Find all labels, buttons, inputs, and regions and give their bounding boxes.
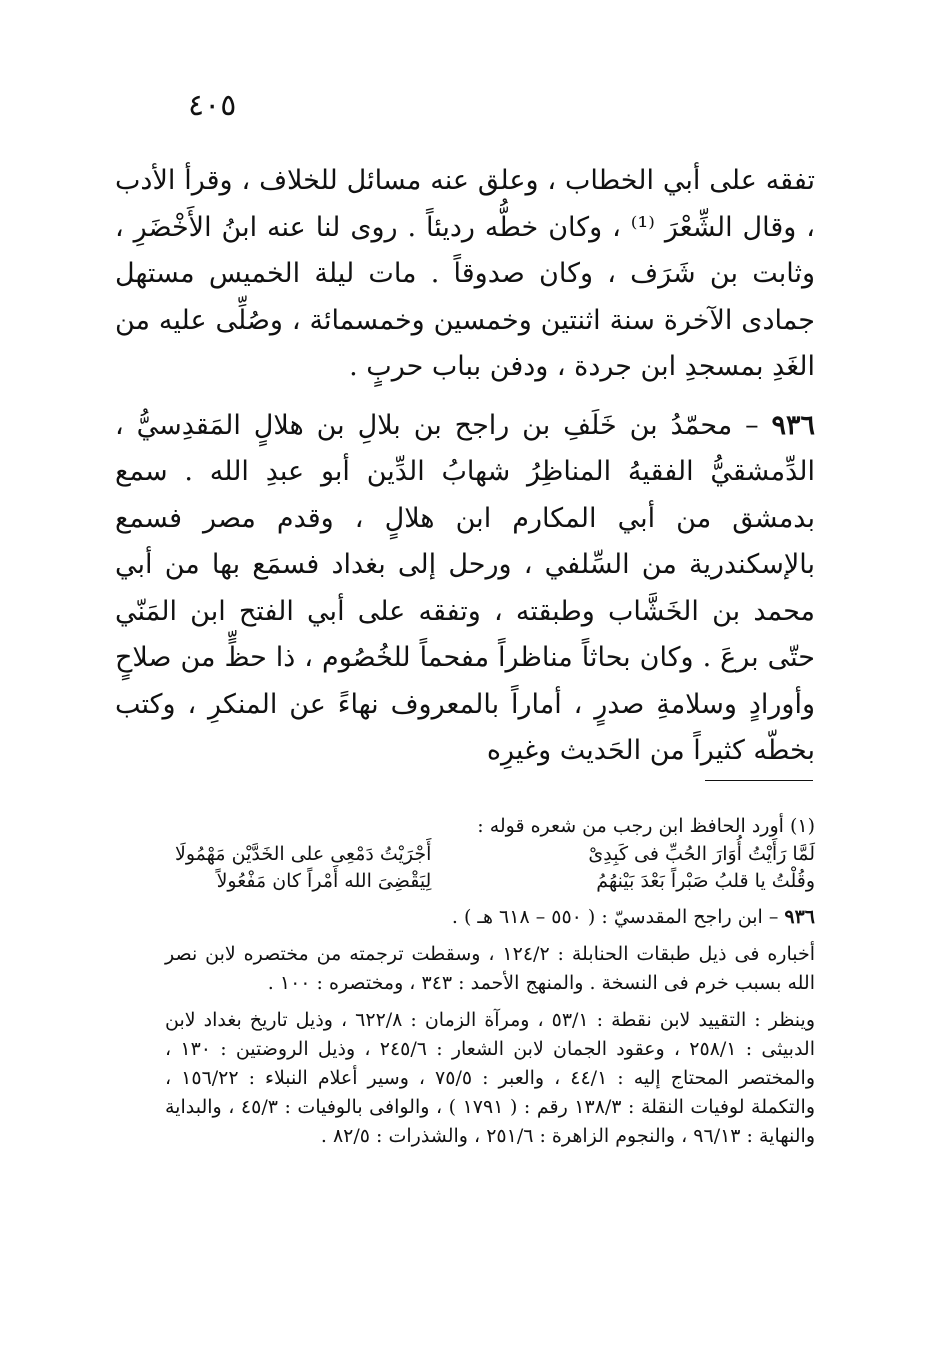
verse-1-second: أَجْرَيْتُ دَمْعِى على الخَدَّيْن مَهْمُولَا: [175, 843, 432, 865]
verse-1-first: لَمَّا رَأَيْتُ أُوَارَ الحُبِّ فى كَبِدِىْ: [588, 843, 815, 865]
footnote-entry-title: – ابن راجح المقدسيّ : ( ٥٥٠ – ٦١٨ هـ ) .: [451, 906, 785, 928]
footnote-sources-2: وينظر : التقييد لابن نقطة : ٥٣/١ ، ومرآة الزمان : ٦٢٢/٨ ، وذيل تاريخ بغداد لابن الدبيثى : ٢٥٨/١ ، وعقود الجمان لابن الشعار : ٢٤٥/٦ ، وذيل الروضتين : ١٣٠ ، والمختصر المحتاج إليه : ٤٤/١ ، والعبر : ٧٥/٥ ، وسير أعلام النبلاء : ١٥٦/٢٢ ، والتكملة لوفيات النقلة : ١٣٨/٣ رقم : ( ١٧٩١ ) ، والوافى بالوفيات : ٤٥/٣ ، والبداية والنهاية : ٩٦/١٣ ، والنجوم الزاهرة : ٢٥١/٦ ، والشذرات : ٨٢/٥ .: [165, 1009, 816, 1147]
spacer: [165, 998, 815, 1006]
entry-text: – محمّدُ بن خَلَفِ بن راجح بن بلالِ بن هلالٍ المَقدِسيُّ ، الدِّمشقيُّ الفقيهُ المناظِرُ شهابُ الدِّين أبو عبدِ الله . سمع بدمشق من أبي المكارم ابن هلالٍ ، وقدم مصر فسمع بالإسكندرية من السِّلفي ، ورحل إلى بغداد فسمَع بها من أبي محمد بن الخَشَّاب وطبقته ، وتفقه على أبي الفتح ابن المَنّي حتّى برعَ . وكان بحاثاً مناظراً مفحماً للخُصُوم ، ذا حظٍّ من صلاحٍ وأورادٍ وسلامةِ صدرٍ ، أماراً بالمعروف نهاءً عن المنكرِ ، وكتب بخطّه كثيراً من الحَديث وغيرِه: [115, 409, 815, 766]
paragraph-entry-936: [115, 403, 815, 775]
footnote-1-intro: (١) أورد الحافظ ابن رجب من شعره قوله :: [477, 815, 815, 837]
verse-2-first: وقُلْتُ يا قلبُ صَبْراً بَعْدَ بَيْنهُمُ: [596, 870, 815, 892]
poem-verses: [165, 841, 815, 895]
footnote-divider: [705, 780, 813, 781]
footnote-entry-number: ٩٣٦: [784, 906, 815, 928]
verse-first-hemistichs: [588, 841, 815, 895]
main-text: [115, 158, 815, 787]
page-number: ٤٠٥: [188, 88, 237, 123]
entry-number: ٩٣٦: [771, 409, 815, 441]
footnote-sources-1: أخباره فى ذيل طبقات الحنابلة : ١٢٤/٢ ، وسقطت ترجمته من مختصره لابن نصر الله بسبب خرم فى النسخة . والمنهج الأحمد : ٣٤٣ ، ومختصره : ١٠٠ .: [165, 943, 815, 994]
paragraph-continuation: تفقه على أبي الخطاب ، وعلق عنه مسائل للخلاف ، وقرأ الأدب ، وقال الشِّعْرَ ⁽¹⁾ ، وكان خطُّه رديئاً . روى لنا عنه ابنُ الأَخْضَرِ ، وثابت بن شَرَف ، وكان صدوقاً . مات ليلة الخميس مستهل جمادى الآخرة سنة اثنتين وخمسين وخمسمائة ، وصُلِّى عليه من الغَدِ بمسجدِ ابن جردة ، ودفن بباب حربٍ .: [115, 165, 815, 382]
spacer: [165, 932, 815, 940]
footnote-entry-936: [165, 903, 815, 1151]
verse-second-hemistichs: [165, 841, 431, 895]
verse-2-second: لِيَقْضِىَ الله أَمْراً كان مَفْعُولاً: [216, 870, 432, 892]
footnote-entry-heading: [165, 903, 815, 932]
footnotes: [165, 812, 815, 1151]
